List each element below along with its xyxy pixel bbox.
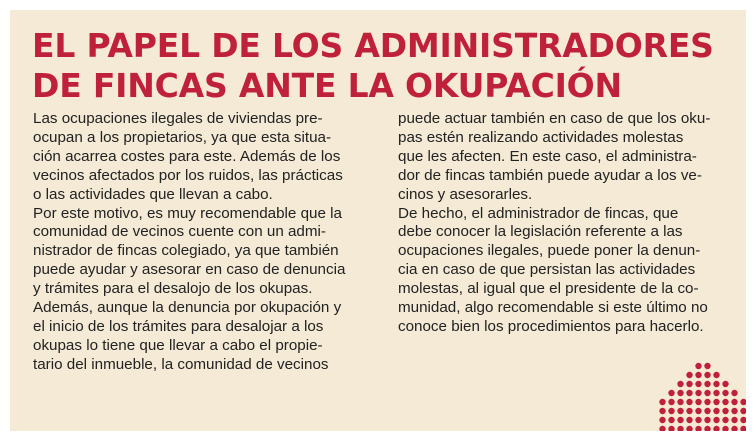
decoration-dot <box>686 372 692 378</box>
decoration-dot <box>695 417 701 423</box>
decoration-dot <box>704 417 710 423</box>
decoration-dot <box>677 417 683 423</box>
decoration-dot <box>740 417 746 423</box>
decoration-dot <box>668 426 674 431</box>
paragraph: Además, aunque la denuncia por okupación y el inicio de los trámites para desalojar a los okupas lo tiene que llevar a cabo el propie- tario del inmueble, la comunidad de vecinos <box>33 299 342 373</box>
decoration-dot <box>659 417 665 423</box>
decoration-dot <box>722 408 728 414</box>
decoration-dot <box>677 408 683 414</box>
decoration-dot <box>686 390 692 396</box>
decoration-dot <box>695 390 701 396</box>
decoration-dot <box>713 399 719 405</box>
decoration-dot <box>686 381 692 387</box>
decoration-dot <box>686 399 692 405</box>
decoration-dot <box>713 426 719 431</box>
decoration-dot <box>713 417 719 423</box>
paragraph: puede actuar también en caso de que los oku- pas estén realizando actividades molestas que les afecten. En este caso, el administra- dor de fincas también puede ayudar a los ve- cinos y asesorarles. <box>398 110 711 203</box>
decoration-dot <box>722 390 728 396</box>
paragraph: Las ocupaciones ilegales de viviendas pre- ocupan a los propietarios, ya que esta situa- ción acarrea costes para este. Además de los vecinos afectados por los ruidos, las prácticas o las actividades que llevan a cabo. <box>33 110 343 203</box>
left-column <box>33 110 383 375</box>
decoration-dot <box>713 390 719 396</box>
decoration-dot <box>704 426 710 431</box>
decoration-dot <box>704 408 710 414</box>
decoration-dot <box>704 381 710 387</box>
decoration-dot <box>659 399 665 405</box>
decoration-dot <box>704 399 710 405</box>
decoration-dot <box>686 426 692 431</box>
decoration-dot <box>740 399 746 405</box>
article-title <box>32 26 714 106</box>
article-box <box>10 10 746 431</box>
decoration-dot <box>713 381 719 387</box>
decoration-dot <box>722 381 728 387</box>
decoration-dot <box>704 390 710 396</box>
decoration-dot <box>740 426 746 431</box>
decoration-dot <box>677 399 683 405</box>
decoration-dot <box>677 381 683 387</box>
decoration-dot <box>668 408 674 414</box>
decoration-dot <box>740 408 746 414</box>
decoration-dot <box>677 426 683 431</box>
decoration-dot <box>731 390 737 396</box>
decoration-dot <box>713 372 719 378</box>
decoration-dot <box>677 390 683 396</box>
title-line-1: EL PAPEL DE LOS ADMINISTRADORES <box>32 26 714 65</box>
decoration-dot <box>686 417 692 423</box>
decoration-dot <box>731 408 737 414</box>
decoration-dot <box>659 426 665 431</box>
decoration-dot <box>668 399 674 405</box>
title-line-2: DE FINCAS ANTE LA OKUPACIÓN <box>32 66 622 105</box>
decoration-dot <box>722 399 728 405</box>
decoration-dot <box>695 408 701 414</box>
decoration-dot <box>695 372 701 378</box>
decoration-dot <box>668 417 674 423</box>
paragraph: De hecho, el administrador de fincas, que debe conocer la legislación referente a las ocupaciones ilegales, puede poner la denun- cia en caso de que persistan las actividades molestas, al igual que el presidente de la co- munidad, algo recomendable si este último no conoce bien los procedimientos para hacerlo. <box>398 204 708 335</box>
paragraph: Por este motivo, es muy recomendable que la comunidad de vecinos cuente con un admi- nistrador de fincas colegiado, ya que también puede ayudar y asesorar en caso de denuncia y trámites para el desalojo de los okupas. <box>33 204 346 298</box>
decoration-dot <box>731 399 737 405</box>
decoration-dot <box>695 363 701 369</box>
decoration-dot <box>704 363 710 369</box>
decoration-dot <box>722 426 728 431</box>
decoration-dot <box>704 372 710 378</box>
decoration-dot <box>659 408 665 414</box>
decoration-dot <box>686 408 692 414</box>
decoration-dot <box>695 381 701 387</box>
decoration-dot <box>695 399 701 405</box>
decoration-dot <box>731 426 737 431</box>
decoration-dot <box>731 417 737 423</box>
right-column <box>398 110 728 337</box>
decoration-dot <box>695 426 701 431</box>
decoration-dot <box>722 417 728 423</box>
decoration-dot <box>668 390 674 396</box>
decoration-dot <box>713 408 719 414</box>
